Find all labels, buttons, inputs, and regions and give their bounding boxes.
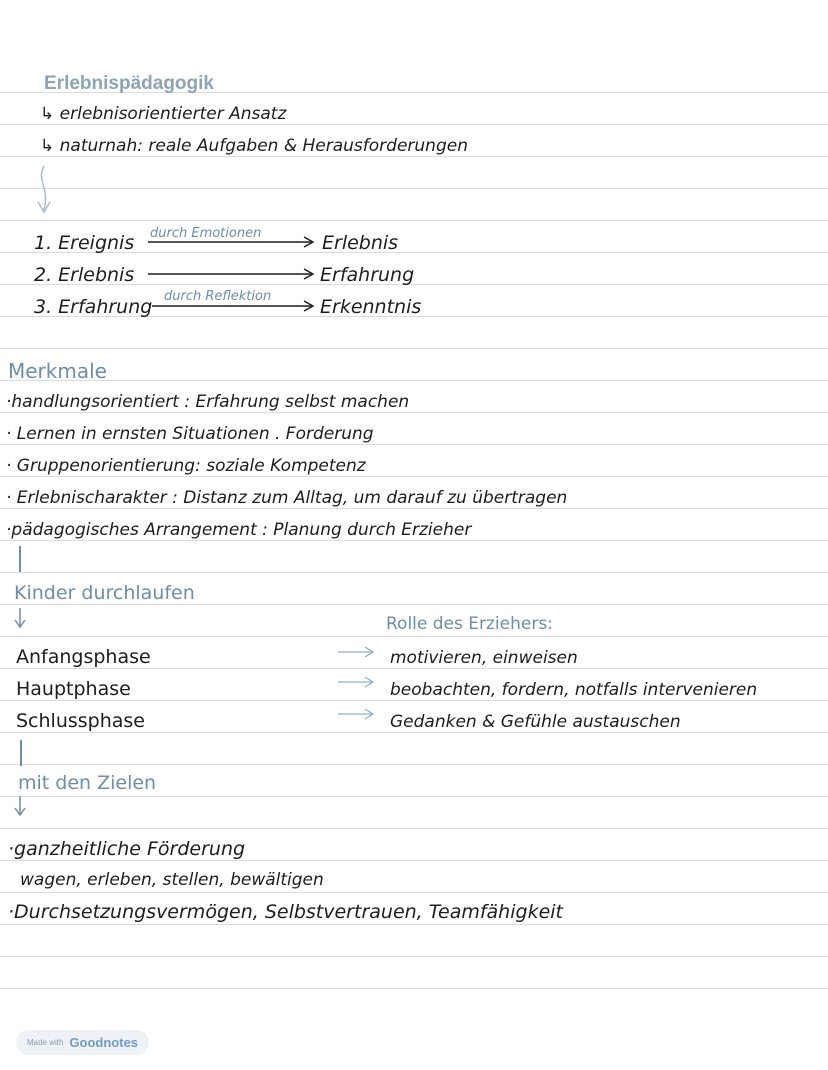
step-2-to: Erfahrung bbox=[320, 264, 415, 286]
made-with-label: Made with bbox=[26, 1038, 64, 1047]
ziel-item-2: wagen, erleben, stellen, bewältigen bbox=[20, 870, 324, 890]
merkmal-item-4: · Erlebnischarakter : Distanz zum Alltag, um darauf zu übertragen bbox=[6, 488, 568, 508]
merkmal-item-2: · Lernen in ernsten Situationen . Forderung bbox=[6, 424, 374, 444]
step-1-from: 1. Ereignis bbox=[34, 232, 135, 254]
merkmal-item-3: · Gruppenorientierung: soziale Kompetenz bbox=[6, 456, 366, 476]
merkmal-item-1: ·handlungsorientiert : Erfahrung selbst machen bbox=[6, 392, 410, 412]
step-3-arrow-icon bbox=[152, 300, 318, 312]
step-1-arrow-icon bbox=[148, 236, 318, 248]
phase-1-arrow-icon bbox=[338, 646, 376, 658]
phases-heading: Kinder durchlaufen bbox=[14, 582, 195, 604]
ziel-item-3: ·Durchsetzungsvermögen, Selbstvertrauen, Teamfähigkeit bbox=[8, 901, 563, 923]
intro-line-1: ↳ erlebnisorientierter Ansatz bbox=[40, 104, 287, 124]
step-3-via: durch Reflektion bbox=[164, 289, 272, 304]
step-3-to: Erkenntnis bbox=[320, 296, 422, 318]
ziele-heading: mit den Zielen bbox=[18, 772, 157, 794]
connector-line bbox=[19, 546, 21, 572]
role-2: beobachten, fordern, notfalls intervenieren bbox=[390, 680, 758, 700]
phase-1: Anfangsphase bbox=[16, 646, 151, 668]
step-2-from: 2. Erlebnis bbox=[34, 264, 135, 286]
down-arrow-icon bbox=[12, 608, 28, 630]
goodnotes-brand: Goodnotes bbox=[69, 1035, 139, 1050]
phase-2-arrow-icon bbox=[338, 676, 376, 688]
down-arrow-icon-2 bbox=[12, 796, 28, 818]
connector-line-2 bbox=[20, 740, 22, 766]
merkmale-heading: Merkmale bbox=[8, 359, 107, 383]
role-heading: Rolle des Erziehers: bbox=[386, 614, 553, 634]
ziel-item-1: ·ganzheitliche Förderung bbox=[8, 838, 246, 860]
phase-3-arrow-icon bbox=[338, 708, 376, 720]
role-1: motivieren, einweisen bbox=[390, 648, 578, 668]
step-1-via: durch Emotionen bbox=[150, 226, 262, 241]
step-3-from: 3. Erfahrung bbox=[34, 296, 153, 318]
merkmal-item-5: ·pädagogisches Arrangement : Planung durch Erzieher bbox=[6, 520, 472, 540]
step-1-to: Erlebnis bbox=[322, 232, 399, 254]
curved-down-arrow-icon bbox=[30, 162, 60, 218]
intro-line-2: ↳ naturnah: reale Aufgaben & Herausforderungen bbox=[40, 136, 468, 156]
page-title: Erlebnispädagogik bbox=[44, 73, 214, 94]
step-2-arrow-icon bbox=[148, 268, 318, 280]
phase-2: Hauptphase bbox=[16, 678, 131, 700]
role-3: Gedanken & Gefühle austauschen bbox=[390, 712, 681, 732]
goodnotes-badge[interactable] bbox=[16, 1030, 149, 1055]
phase-3: Schlussphase bbox=[16, 710, 146, 732]
